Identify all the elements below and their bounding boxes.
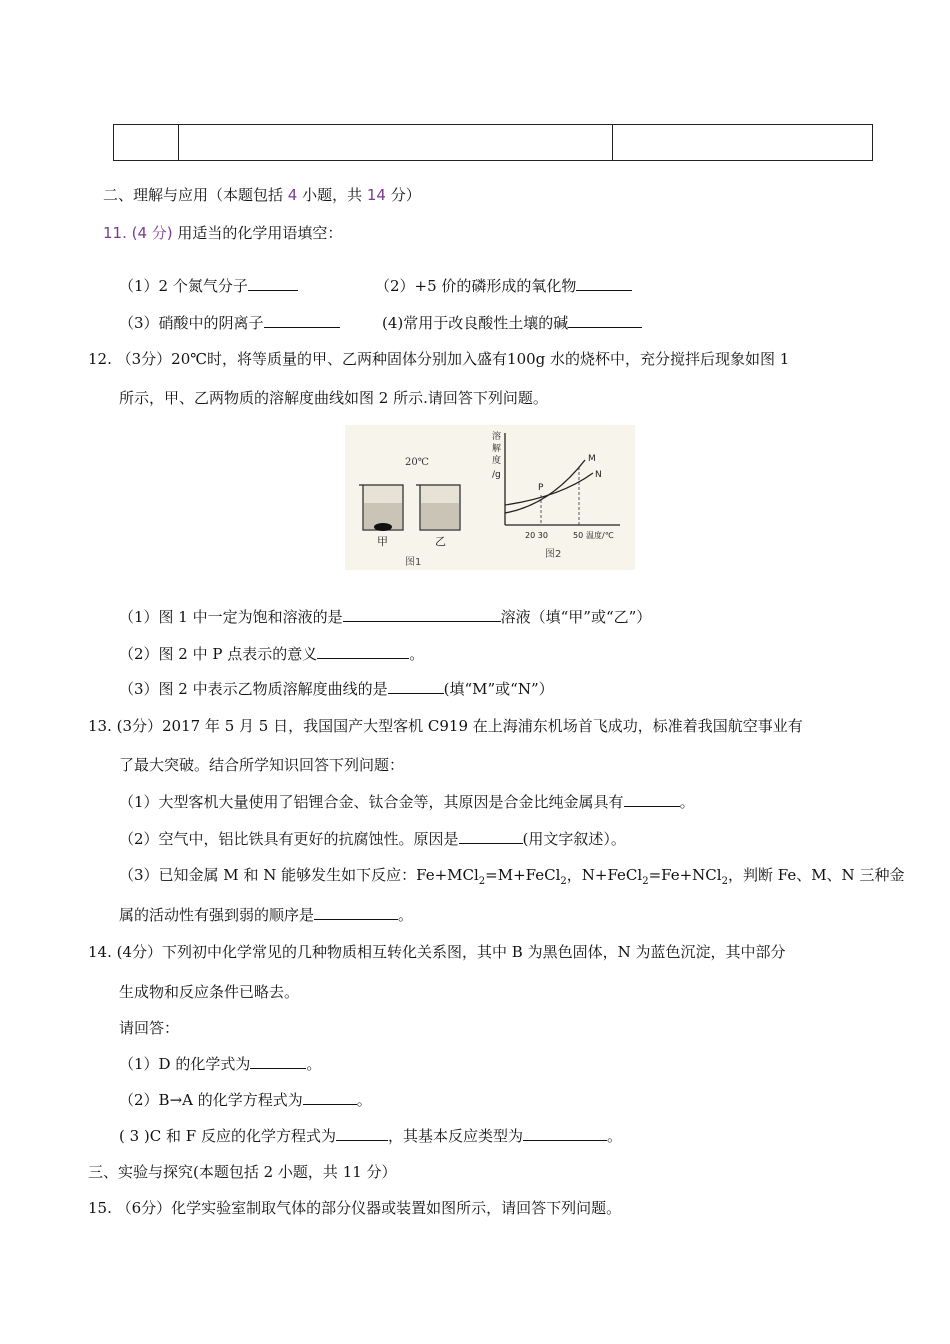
q14-sub-text: 。 <box>356 1091 372 1109</box>
answer-blank[interactable] <box>303 1090 357 1105</box>
q11-item-3 <box>119 312 340 333</box>
q13-sub-text: 。 <box>679 793 695 811</box>
reaction-text: =M+FeCl <box>485 866 561 884</box>
answer-blank[interactable] <box>314 905 398 920</box>
point-p-label: P <box>538 483 544 493</box>
q11-instruction: 用适当的化学用语填空： <box>177 224 343 242</box>
answer-blank[interactable] <box>317 644 409 659</box>
q14-stem-line1: 14. (4分）下列初中化学常见的几种物质相互转化关系图，其中 B 为黑色固体，N 为蓝色沉淀，其中部分 <box>88 943 786 961</box>
beaker-jia <box>359 485 403 531</box>
q11-number: 11. (4 分) <box>103 224 173 242</box>
q14-sub-text: 。 <box>607 1127 623 1145</box>
section-score: 14 <box>366 186 386 204</box>
y-axis-label: 溶 解 度 /g <box>492 432 502 480</box>
reaction-text: ，判断 Fe、M、N 三种金 <box>727 866 905 884</box>
figure-2-caption: 图2 <box>545 549 562 560</box>
q14-sub-text: （2）B→A 的化学方程式为 <box>119 1091 303 1109</box>
answer-blank[interactable] <box>576 276 632 291</box>
section-title-text: 分） <box>385 186 421 204</box>
q14-sub-text: 。 <box>306 1055 322 1073</box>
q11-item-text: (4)常用于改良酸性土壤的碱 <box>382 314 569 332</box>
section-title-text: 二、理解与应用（本题包括 <box>103 186 288 204</box>
q13-sub-text: 。 <box>398 906 414 924</box>
q15-stem-line1: 15. （6分）化学实验室制取气体的部分仪器或装置如图所示，请回答下列问题。 <box>88 1199 622 1217</box>
q14-sub-text: （1）D 的化学式为 <box>119 1055 251 1073</box>
beaker-yi <box>416 485 460 530</box>
figure-svg <box>345 425 635 570</box>
q12-sub-text: （3）图 2 中表示乙物质溶解度曲线的是 <box>119 680 388 698</box>
q11-item-text: （3）硝酸中的阴离子 <box>119 314 264 332</box>
q13-sub-text: (用文字叙述）。 <box>522 830 626 848</box>
q14-stem-line2: 生成物和反应条件已略去。 <box>119 983 300 1001</box>
q11-item-text: （1）2 个氮气分子 <box>119 277 248 295</box>
beaker-jia-label: 甲 <box>377 535 388 548</box>
q14-sub-3 <box>119 1125 622 1146</box>
q13-sub-text: （2）空气中，铝比铁具有更好的抗腐蚀性。原因是 <box>119 830 459 848</box>
reaction-text: ，N+FeCl <box>566 866 643 884</box>
answer-blank[interactable] <box>568 313 642 328</box>
curve-n-label: N <box>595 470 602 480</box>
temperature-label: 20℃ <box>405 457 429 468</box>
q12-sub-2 <box>119 643 424 664</box>
q13-sub-text: 属的活动性有强到弱的顺序是 <box>119 906 315 924</box>
answer-blank[interactable] <box>624 792 680 807</box>
q11-heading <box>103 222 342 243</box>
section-2-title <box>103 184 421 205</box>
q13-sub-3-cont <box>119 904 413 925</box>
x-tick-50: 50 <box>573 531 584 540</box>
q12-sub-text: （2）图 2 中 P 点表示的意义 <box>119 645 318 663</box>
q13-sub-text: （1）大型客机大量使用了铝锂合金、钛合金等，其原因是合金比纯金属具有 <box>119 793 624 811</box>
undissolved-solid <box>374 523 392 531</box>
q11-item-text: （2）+5 价的磷形成的氧化物 <box>375 277 577 295</box>
q14-sub-text: ( 3 )C 和 F 反应的化学方程式为 <box>119 1127 336 1145</box>
reaction-text: （3）已知金属 M 和 N 能够发生如下反应：Fe+MCl <box>119 866 479 884</box>
q11-item-4 <box>382 312 642 333</box>
figure-1-caption: 图1 <box>405 557 422 568</box>
q12-stem-line1: 12. （3分）20℃时，将等质量的甲、乙两种固体分别加入盛有100g 水的烧杯中，充分搅拌后现象如图 1 <box>88 350 790 368</box>
answer-table-row <box>113 124 873 161</box>
q13-sub-3: （3）已知金属 M 和 N 能够发生如下反应：Fe+MCl$_2$=M+FeCl$_2$，N+FeCl$_2$=Fe+NCl$_2$，判断 Fe、M、N 三种金 <box>119 866 905 887</box>
q13-stem-line1: 13. (3分）2017 年 5 月 5 日，我国国产大型客机 C919 在上海浦东机场首飞成功，标准着我国航空事业有 <box>88 717 803 735</box>
answer-blank[interactable] <box>336 1126 388 1141</box>
q13-stem-line2: 了最大突破。结合所学知识回答下列问题： <box>119 756 405 774</box>
q14-sub-text: ，其基本反应类型为 <box>387 1127 523 1145</box>
answer-blank[interactable] <box>248 276 298 291</box>
q11-item-2 <box>375 275 632 296</box>
section-3-title: 三、实验与探究(本题包括 2 小题，共 11 分） <box>88 1163 397 1181</box>
table-divider <box>178 125 179 160</box>
q11-item-1 <box>119 275 298 296</box>
answer-blank[interactable] <box>343 607 501 622</box>
q12-sub-text: （1）图 1 中一定为饱和溶液的是 <box>119 608 343 626</box>
q12-sub-text: (填“M”或“N”） <box>443 680 554 698</box>
q12-stem-line2: 所示，甲、乙两物质的溶解度曲线如图 2 所示.请回答下列问题。 <box>119 389 548 407</box>
q14-prompt: 请回答： <box>119 1019 180 1037</box>
q13-sub-2 <box>119 828 626 849</box>
x-axis-label: 温度/℃ <box>586 531 614 540</box>
q12-sub-1 <box>119 606 651 627</box>
solubility-figure <box>345 425 635 570</box>
q12-sub-3 <box>119 678 554 699</box>
reaction-text: =Fe+NCl <box>648 866 722 884</box>
answer-blank[interactable] <box>264 313 340 328</box>
answer-blank[interactable] <box>523 1126 607 1141</box>
q14-sub-1 <box>119 1053 321 1074</box>
table-divider <box>612 125 613 160</box>
beaker-yi-label: 乙 <box>435 535 446 548</box>
answer-blank[interactable] <box>388 679 444 694</box>
q13-sub-1 <box>119 791 695 812</box>
answer-blank[interactable] <box>250 1054 306 1069</box>
curve-m-label: M <box>588 454 596 464</box>
q12-sub-text: 溶液（填“甲”或“乙”） <box>500 608 652 626</box>
beaker-yi-solution <box>421 503 459 529</box>
answer-blank[interactable] <box>459 829 523 844</box>
x-tick-labels: 20 30 <box>525 531 548 540</box>
section-count: 4 <box>287 186 298 204</box>
q14-sub-2 <box>119 1089 372 1110</box>
q12-sub-text: 。 <box>409 645 425 663</box>
section-title-text: 小题，共 <box>297 186 367 204</box>
